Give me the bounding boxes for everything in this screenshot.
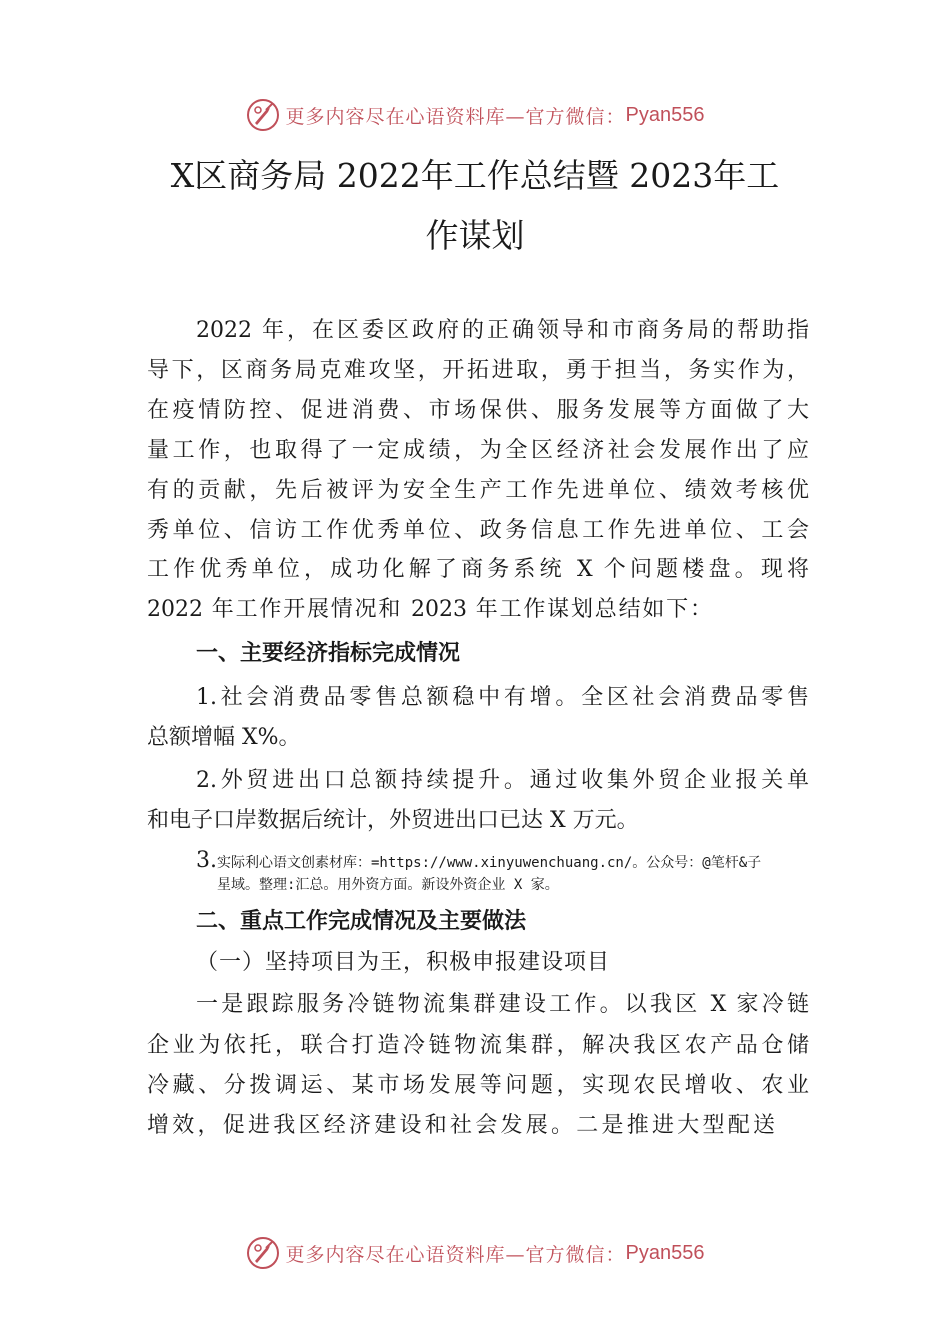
intro-line: 量工作，也取得了一定成绩，为全区经济社会发展作出了应 xyxy=(147,438,809,463)
watermark-banner-text: 更多内容尽在心语资料库—官方微信： xyxy=(285,1243,626,1266)
watermark-banner-bottom xyxy=(0,1233,950,1273)
watermark-banner-text: 更多内容尽在心语资料库—官方微信： xyxy=(285,105,626,128)
para-2-line: 冷藏、分拨调运、某市场发展等问题，实现农民增收、农业 xyxy=(147,1073,809,1098)
item-3-line: 实际利心语文创素材库：=https://www.xinyuwenchuang.cn/。公众号：@笔杆&子 xyxy=(217,855,762,871)
document-title xyxy=(120,146,830,266)
item-1-line: 1.社会消费品零售总额稳中有增。全区社会消费品零售 xyxy=(196,685,809,710)
section-heading-2: 二、重点工作完成情况及主要做法 xyxy=(196,909,527,934)
intro-line: 秀单位、信访工作优秀单位、政务信息工作先进单位、工会 xyxy=(147,518,809,543)
section-heading-1: 一、主要经济指标完成情况 xyxy=(196,641,461,666)
intro-line: 2022 年工作开展情况和 2023 年工作谋划总结如下： xyxy=(147,597,712,622)
pen-nib-logo-icon xyxy=(246,1236,280,1270)
para-2-line: 一是跟踪服务冷链物流集群建设工作。以我区 X 家冷链 xyxy=(196,992,809,1017)
para-2-line: 增效，促进我区经济建设和社会发展。二是推进大型配送 xyxy=(147,1113,775,1138)
para-2-line: 企业为依托，联合打造冷链物流集群，解决我区农产品仓储 xyxy=(147,1033,809,1058)
item-3-line: 星域。整理:汇总。用外资方面。新设外资企业 X 家。 xyxy=(217,877,559,893)
subsection-heading-1: （一）坚持项目为王，积极申报建设项目 xyxy=(196,950,611,975)
intro-line: 导下，区商务局克难攻坚，开拓进取，勇于担当，务实作为， xyxy=(147,358,809,383)
title-line-1: X区商务局 2022年工作总结暨 2023年工 xyxy=(170,156,780,195)
intro-line: 在疫情防控、促进消费、市场保供、服务发展等方面做了大 xyxy=(147,398,809,423)
intro-line: 2022 年，在区委区政府的正确领导和市商务局的帮助指 xyxy=(196,318,809,343)
watermark-banner-top xyxy=(0,95,950,135)
item-2-line: 和电子口岸数据后统计，外贸进出口已达 X 万元。 xyxy=(147,808,639,833)
intro-line: 有的贡献，先后被评为安全生产工作先进单位、绩效考核优 xyxy=(147,478,809,503)
watermark-wechat-id: Pyan556 xyxy=(625,103,705,126)
pen-nib-logo-icon xyxy=(246,98,280,132)
item-2-line: 2.外贸进出口总额持续提升。通过收集外贸企业报关单 xyxy=(196,768,809,793)
watermark-wechat-id: Pyan556 xyxy=(625,1241,705,1264)
intro-line: 工作优秀单位，成功化解了商务系统 X 个问题楼盘。现将 xyxy=(147,557,809,582)
item-1-line: 总额增幅 X%。 xyxy=(147,725,301,750)
item-3-number: 3. xyxy=(196,848,217,873)
title-line-2: 作谋划 xyxy=(425,216,525,255)
